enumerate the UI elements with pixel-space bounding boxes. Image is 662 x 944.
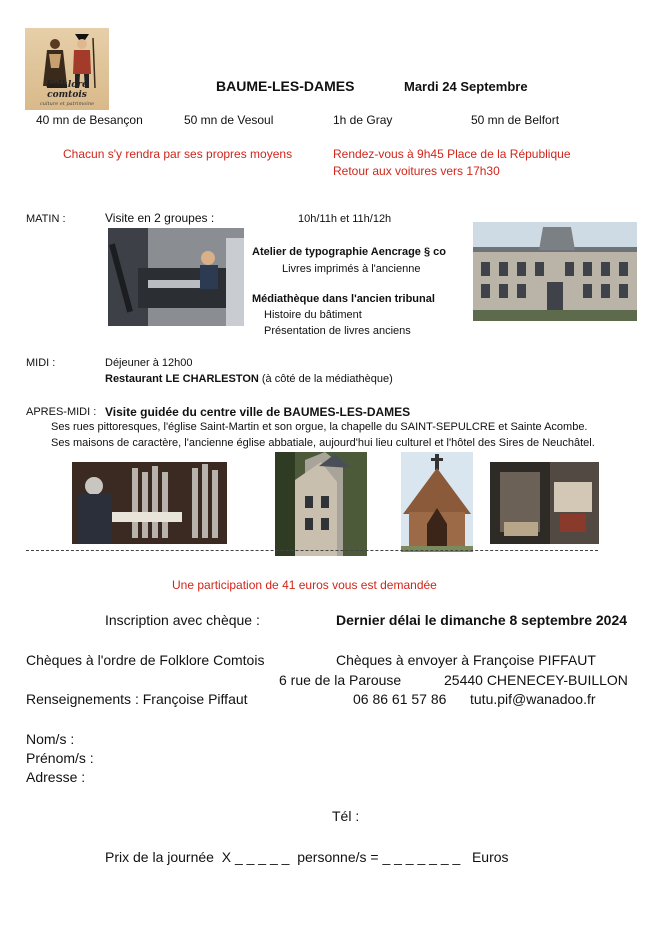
mediatheque-line1: Histoire du bâtiment (264, 309, 362, 321)
participation-note: Une participation de 41 euros vous est demandée (172, 578, 437, 592)
inscription-label: Inscription avec chèque : (105, 612, 260, 628)
form-prenom: Prénom/s : (26, 750, 94, 766)
distance-besancon: 40 mn de Besançon (36, 113, 143, 127)
apresmidi-title: Visite guidée du centre ville de BAUMES-LES-DAMES (105, 405, 411, 419)
cheque-order: Chèques à l'ordre de Folklore Comtois (26, 652, 265, 668)
old-houses-photo (275, 452, 367, 556)
mediatheque-title: Médiathèque dans l'ancien tribunal (252, 293, 435, 305)
midi-label: MIDI : (26, 357, 56, 369)
lunch-time: Déjeuner à 12h00 (105, 357, 193, 369)
address-city: 25440 CHENECEY-BUILLON (444, 672, 628, 688)
form-nom: Nom/s : (26, 731, 75, 747)
return-note: Retour aux voitures vers 17h30 (333, 164, 500, 178)
folklore-comtois-logo (25, 28, 109, 110)
rendezvous-note: Rendez-vous à 9h45 Place de la République (333, 147, 571, 161)
section-divider (26, 550, 598, 551)
page-title: BAUME-LES-DAMES (216, 78, 355, 94)
apresmidi-label: APRES-MIDI : (26, 406, 97, 418)
chapel-photo (401, 452, 473, 552)
distance-gray: 1h de Gray (333, 113, 393, 127)
transport-note: Chacun s'y rendra par ses propres moyens (63, 147, 293, 161)
renseignements: Renseignements : Françoise Piffaut (26, 691, 248, 707)
abbey-interior-photo (490, 462, 599, 544)
contact-email[interactable]: tutu.pif@wanadoo.fr (470, 691, 596, 707)
apresmidi-line2: Ses maisons de caractère, l'ancienne église abbatiale, aujourd'hui lieu culturel et l'hôtel des Sires de Neuchâtel. (51, 437, 595, 449)
distance-belfort: 50 mn de Belfort (471, 113, 560, 127)
atelier-description: Livres imprimés à l'ancienne (282, 263, 421, 275)
apresmidi-line1: Ses rues pittoresques, l'église Saint-Martin et son orgue, la chapelle du SAINT-SEPULCRE et Sainte Acombe. (51, 421, 588, 433)
restaurant-note: (à côté de la médiathèque) (261, 373, 393, 385)
mediatheque-building-photo (473, 222, 637, 321)
typography-workshop-photo (108, 228, 244, 326)
form-tel: Tél : (332, 808, 360, 824)
distance-vesoul: 50 mn de Vesoul (184, 113, 274, 127)
matin-label: MATIN : (26, 213, 66, 225)
atelier-title: Atelier de typographie Aencrage § co (252, 246, 446, 258)
restaurant-line (105, 373, 393, 385)
contact-phone: 06 86 61 57 86 (353, 691, 447, 707)
matin-times: 10h/11h et 11h/12h (298, 213, 392, 225)
event-date: Mardi 24 Septembre (404, 79, 528, 94)
restaurant-name: Restaurant LE CHARLESTON (105, 373, 259, 385)
inscription-deadline: Dernier délai le dimanche 8 septembre 2024 (336, 612, 628, 628)
church-organ-photo (72, 462, 227, 544)
logo-tagline: culture et patrimoine (39, 101, 95, 107)
form-adresse: Adresse : (26, 769, 86, 785)
address-street: 6 rue de la Parouse (279, 672, 402, 688)
form-price-line: Prix de la journée X _ _ _ _ _ personne/s = _ _ _ _ _ _ _ Euros (105, 849, 509, 865)
mediatheque-line2: Présentation de livres anciens (264, 325, 411, 337)
logo-name: Folklore comtois (46, 80, 88, 100)
cheque-send-to: Chèques à envoyer à Françoise PIFFAUT (336, 652, 596, 668)
matin-visit: Visite en 2 groupes : (105, 211, 215, 225)
